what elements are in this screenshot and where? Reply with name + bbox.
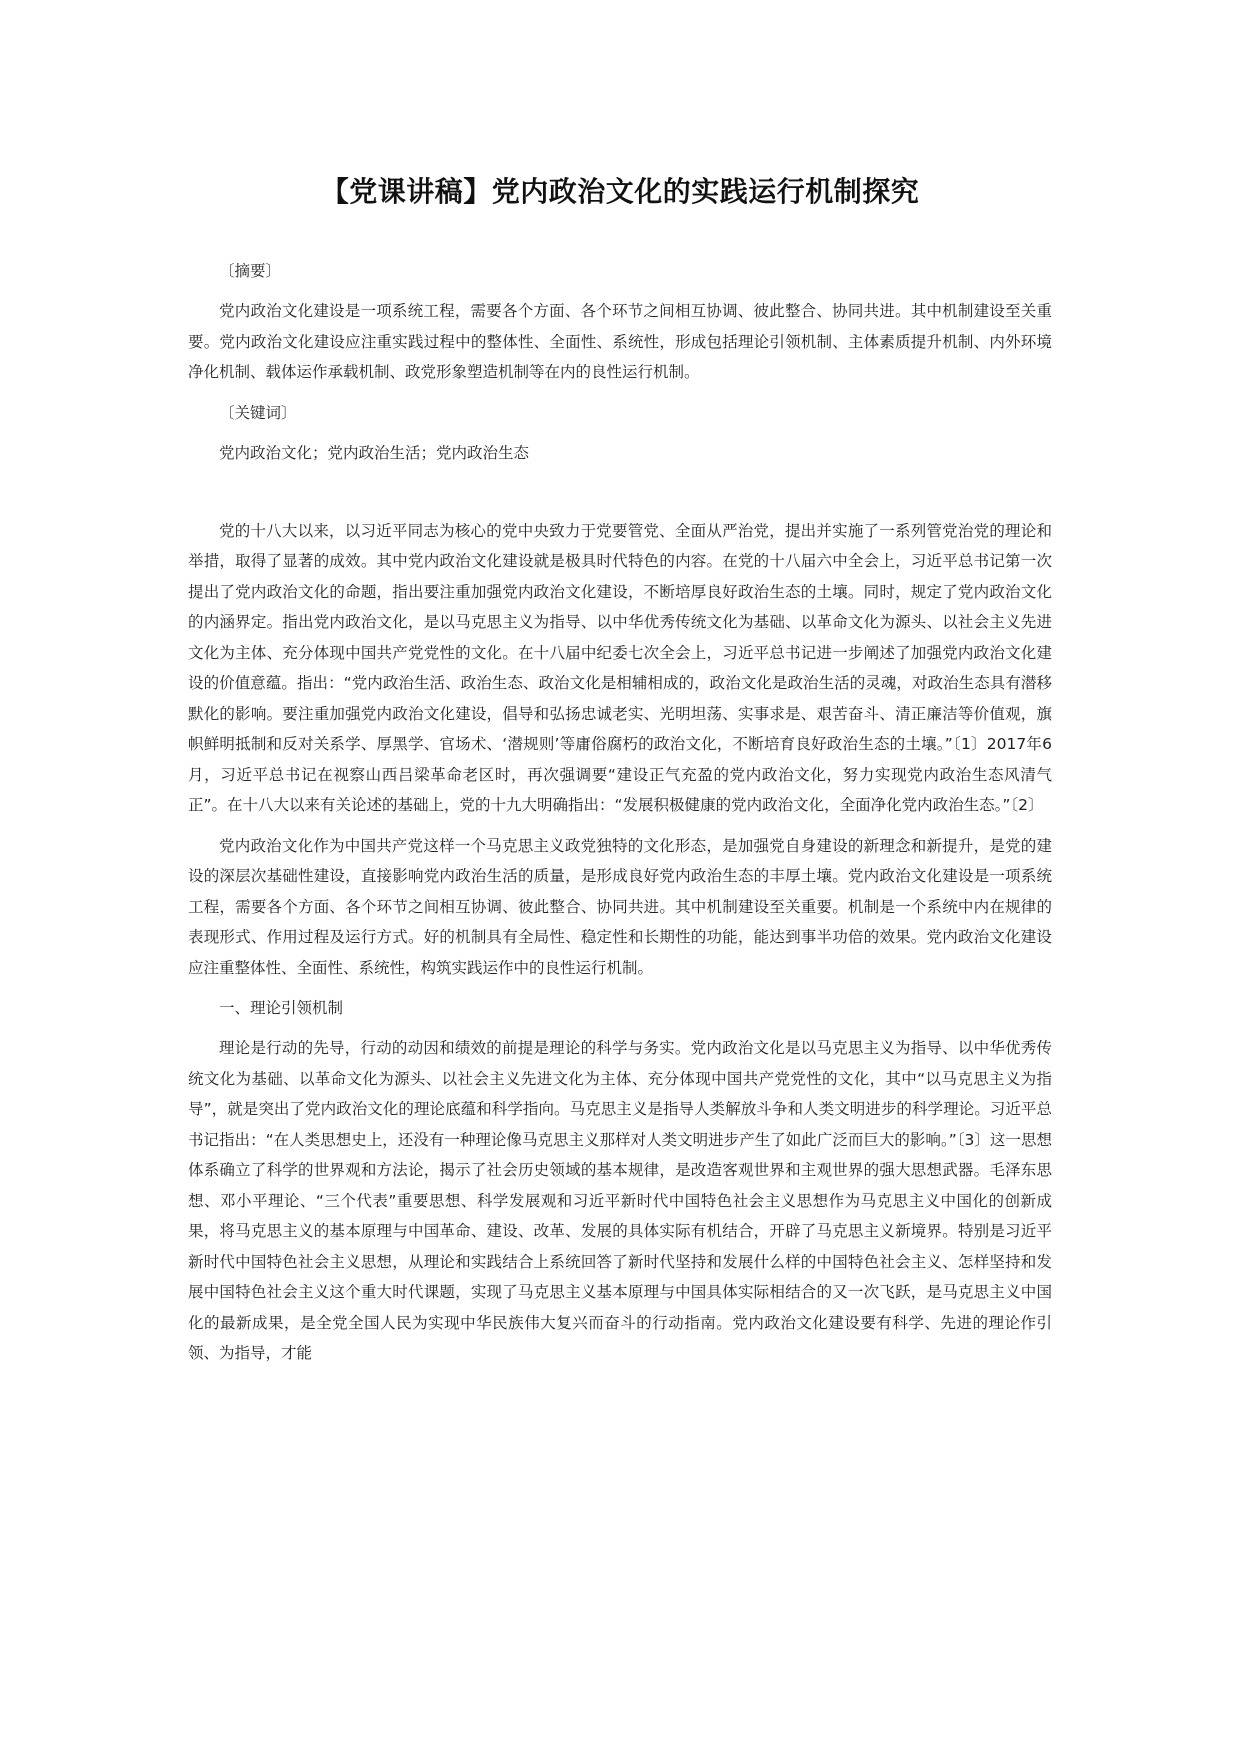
- document-title: 【党课讲稿】党内政治文化的实践运行机制探究: [320, 175, 920, 208]
- document-page: [188, 170, 1052, 1369]
- abstract-text: 党内政治文化建设是一项系统工程，需要各个方面、各个环节之间相互协调、彼此整合、协同共进。其中机制建设至关重要。党内政治文化建设应注重实践过程中的整体性、全面性、系统性，形成包括理论引领机制、主体素质提升机制、内外环境净化机制、载体运作承载机制、政党形象塑造机制等在内的良性运行机制。: [188, 302, 1052, 381]
- body-paragraph-2: 党内政治文化作为中国共产党这样一个马克思主义政党独特的文化形态，是加强党自身建设的新理念和新提升，是党的建设的深层次基础性建设，直接影响党内政治生活的质量，是形成良好党内政治生态的丰厚土壤。党内政治文化建设是一项系统工程，需要各个方面、各个环节之间相互协调、彼此整合、协同共进。其中机制建设至关重要。机制是一个系统中内在规律的表现形式、作用过程及运行方式。好的机制具有全局性、稳定性和长期性的功能，能达到事半功倍的效果。党内政治文化建设应注重整体性、全面性、系统性，构筑实践运作中的良性运行机制。: [188, 836, 1052, 977]
- section-heading-1: 一、理论引领机制: [219, 999, 344, 1017]
- keywords-text: 党内政治文化；党内政治生活；党内政治生态: [219, 443, 530, 462]
- keywords-label: 〔关键词〕: [219, 403, 297, 422]
- section-1-paragraph: 理论是行动的先导，行动的动因和绩效的前提是理论的科学与务实。党内政治文化是以马克思主义为指导、以中华优秀传统文化为基础、以革命文化为源头、以社会主义先进文化为主体、充分体现中国共产党党性的文化，其中“以马克思主义为指导”，就是突出了党内政治文化的理论底蕴和科学指向。马克思主义是指导人类解放斗争和人类文明进步的科学理论。习近平总书记指出：“在人类思想史上，还没有一种理论像马克思主义那样对人类文明进步产生了如此广泛而巨大的影响。”〔3〕这一思想体系确立了科学的世界观和方法论，揭示了社会历史领域的基本规律，是改造客观世界和主观世界的强大思想武器。毛泽东思想、邓小平理论、“三个代表”重要思想、科学发展观和习近平新时代中国特色社会主义思想作为马克思主义中国化的创新成果，将马克思主义的基本原理与中国革命、建设、改革、发展的具体实际有机结合，开辟了马克思主义新境界。特别是习近平新时代中国特色社会主义思想，从理论和实践结合上系统回答了新时代坚持和发展什么样的中国特色社会主义、怎样坚持和发展中国特色社会主义这个重大时代课题，实现了马克思主义基本原理与中国具体实际相结合的又一次飞跃，是马克思主义中国化的最新成果，是全党全国人民为实现中华民族伟大复兴而奋斗的行动指南。党内政治文化建设要有科学、先进的理论作引领、为指导，才能: [188, 1039, 1052, 1362]
- abstract-label: 〔摘要〕: [219, 262, 282, 280]
- body-paragraph-1: 党的十八大以来，以习近平同志为核心的党中央致力于党要管党、全面从严治党，提出并实施了一系列管党治党的理论和举措，取得了显著的成效。其中党内政治文化建设就是极具时代特色的内容。在党的十八届六中全会上，习近平总书记第一次提出了党内政治文化的命题，指出要注重加强党内政治文化建设，不断培厚良好政治生态的土壤。同时，规定了党内政治文化的内涵界定。指出党内政治文化，是以马克思主义为指导、以中华优秀传统文化为基础、以革命文化为源头、以社会主义先进文化为主体、充分体现中国共产党党性的文化。在十八届中纪委七次全会上，习近平总书记进一步阐述了加强党内政治文化建设的价值意蕴。指出：“党内政治生活、政治生态、政治文化是相辅相成的，政治文化是政治生活的灵魂，对政治生态具有潜移默化的影响。要注重加强党内政治文化建设，倡导和弘扬忠诚老实、光明坦荡、实事求是、艰苦奋斗、清正廉洁等价值观，旗帜鲜明抵制和反对关系学、厚黑学、官场术、‘潜规则’等庸俗腐朽的政治文化，不断培育良好政治生态的土壤。”〔1〕2017年6月，习近平总书记在视察山西吕梁革命老区时，再次强调要“建设正气充盈的党内政治文化，努力实现党内政治生态风清气正”。在十八大以来有关论述的基础上，党的十九大明确指出：“发展积极健康的党内政治文化，全面净化党内政治生态。”〔2〕: [188, 521, 1052, 814]
